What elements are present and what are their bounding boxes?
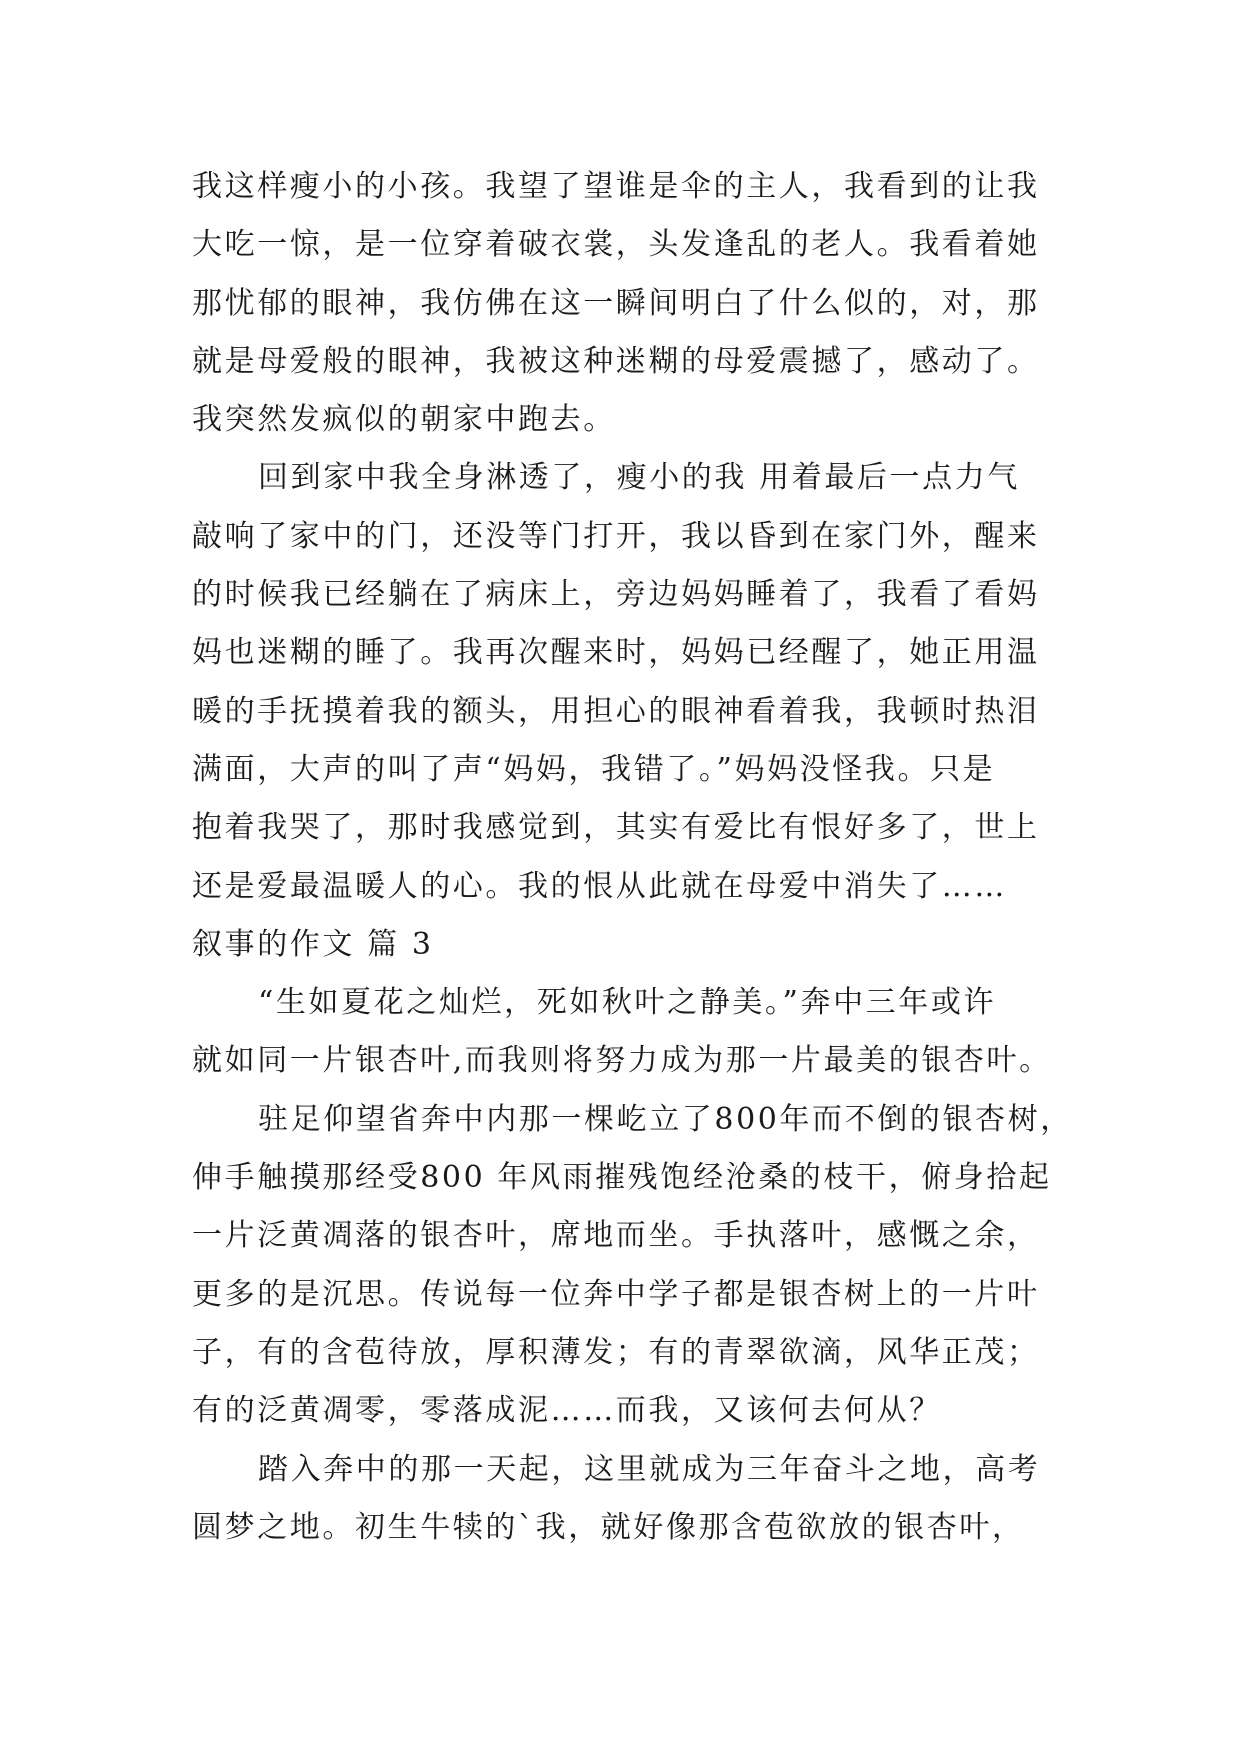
section-heading: 叙事的作文 篇 3 [192,926,434,962]
text-line: 一片泛黄凋落的银杏叶，席地而坐。手执落叶，感慨之余， [192,1218,1040,1254]
text-line: 那忧郁的眼神，我仿佛在这一瞬间明白了什么似的，对，那 [192,285,1040,321]
text-line: 暖的手抚摸着我的额头，用担心的眼神看着我，我顿时热泪 [192,693,1040,729]
text-line: 抱着我哭了，那时我感觉到，其实有爱比有恨好多了，世上 [192,810,1040,846]
text-line: 回到家中我全身淋透了，瘦小的我 用着最后一点力气 [258,460,1020,496]
text-line: 我这样瘦小的小孩。我望了望谁是伞的主人，我看到的让我 [192,169,1040,204]
text-line: 圆梦之地。初生牛犊的`我，就好像那含苞欲放的银杏叶， [192,1509,1025,1545]
text-line: 更多的是沉思。传说每一位奔中学子都是银杏树上的一片叶 [192,1276,1040,1312]
text-line: 驻足仰望省奔中内那一棵屹立了800年而不倒的银杏树， [258,1101,1073,1137]
text-line: “生如夏花之灿烂，死如秋叶之静美。”奔中三年或许 [258,985,997,1021]
text-line: 我突然发疯似的朝家中跑去。 [192,402,616,438]
text-line: 还是爱最温暖人的心。我的恨从此就在母爱中消失了…… [192,868,1007,904]
text-line: 踏入奔中的那一天起，这里就成为三年奋斗之地，高考 [258,1451,1041,1487]
text-line: 有的泛黄凋零，零落成泥……而我，又该何去何从？ [192,1393,942,1429]
text-line: 就如同一片银杏叶,而我则将努力成为那一片最美的银杏叶。 [192,1043,1052,1079]
text-line: 妈也迷糊的睡了。我再次醒来时，妈妈已经醒了，她正用温 [192,635,1040,671]
text-line: 就是母爱般的眼神，我被这种迷糊的母爱震撼了，感动了。 [192,343,1040,379]
text-line: 子，有的含苞待放，厚积薄发；有的青翠欲滴，风华正茂； [192,1334,1040,1370]
document-body [192,158,1072,1557]
text-line: 大吃一惊，是一位穿着破衣裳，头发逢乱的老人。我看着她 [192,227,1040,263]
text-line: 的时候我已经躺在了病床上，旁边妈妈睡着了，我看了看妈 [192,577,1040,613]
text-line: 满面，大声的叫了声“妈妈，我错了。”妈妈没怪我。只是 [192,751,996,787]
text-line: 敲响了家中的门，还没等门打开，我以昏到在家门外，醒来 [192,518,1040,554]
text-line: 伸手触摸那经受800 年风雨摧残饱经沧桑的枝干，俯身拾起 [192,1160,1052,1196]
